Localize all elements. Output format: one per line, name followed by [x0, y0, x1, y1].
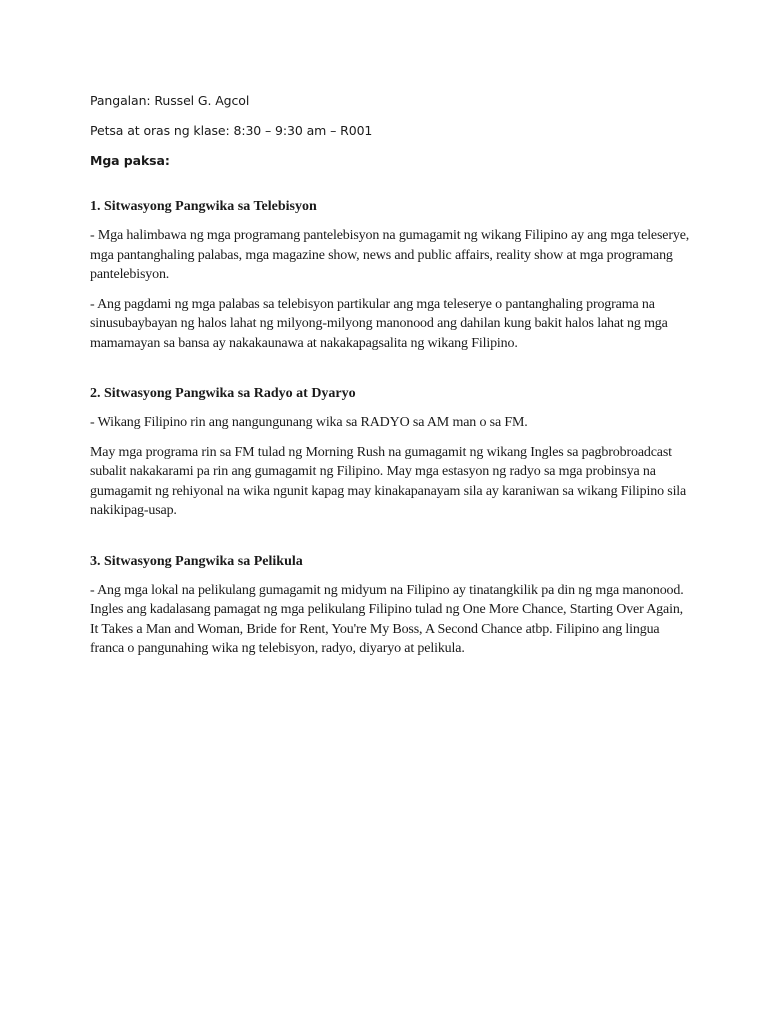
section-radyo-dyaryo — [90, 385, 690, 521]
section-paragraph: - Mga halimbawa ng mga programang pantelebisyon na gumagamit ng wikang Filipino ay ang mga teleserye, mga pantanghaling palabas, mga magazine show, news and public affairs, reality show at mga programang pantelebisyon. — [90, 228, 690, 282]
section-paragraph: - Wikang Filipino rin ang nangungunang wika sa RADYO sa AM man o sa FM. — [90, 415, 528, 430]
section-heading: 2. Sitwasyong Pangwika sa Radyo at Dyaryo — [90, 386, 356, 401]
section-paragraph: May mga programa rin sa FM tulad ng Morning Rush na gumagamit ng wikang Ingles sa pagbrobroadcast subalit nakakarami pa rin ang gumagamit ng Filipino. May mga estasyon ng radyo sa mga probinsya na gumagamit ng rehiyonal na wika ngunit kapag may kinakapanayam sila ay karaniwan sa wikang Filipino sila nakikipag-usap. — [90, 444, 687, 518]
topics-label: Mga paksa: — [90, 153, 170, 168]
student-name: Pangalan: Russel G. Agcol — [90, 93, 250, 108]
section-paragraph: - Ang mga lokal na pelikulang gumagamit ng midyum na Filipino ay tinatangkilik pa din ng mga manonood. Ingles ang kadalasang pamagat ng mga pelikulang Filipino tulad ng One More Chance, Starting Over Again, It Takes a Man and Woman, Bride for Rent, You're My Boss, A Second Chance atbp. Filipino ang lingua franca o pangunahing wika ng telebisyon, radyo, diyaryo at pelikula. — [90, 582, 684, 656]
section-pelikula — [90, 553, 690, 659]
class-schedule: Petsa at oras ng klase: 8:30 – 9:30 am – R001 — [90, 123, 373, 138]
section-telebisyon — [90, 198, 690, 353]
section-paragraph: - Ang pagdami ng mga palabas sa telebisyon partikular ang mga teleserye o pantanghaling programa na sinusubaybayan ng halos lahat ng milyong-milyong manonood ang dahilan kung bakit halos lahat ng mga mamamayan sa bansa ay nakakaunawa at nakakapagsalita ng wikang Filipino. — [90, 296, 668, 351]
section-heading: 1. Sitwasyong Pangwika sa Telebisyon — [90, 199, 317, 214]
document-page — [90, 92, 690, 669]
section-heading: 3. Sitwasyong Pangwika sa Pelikula — [90, 553, 303, 569]
